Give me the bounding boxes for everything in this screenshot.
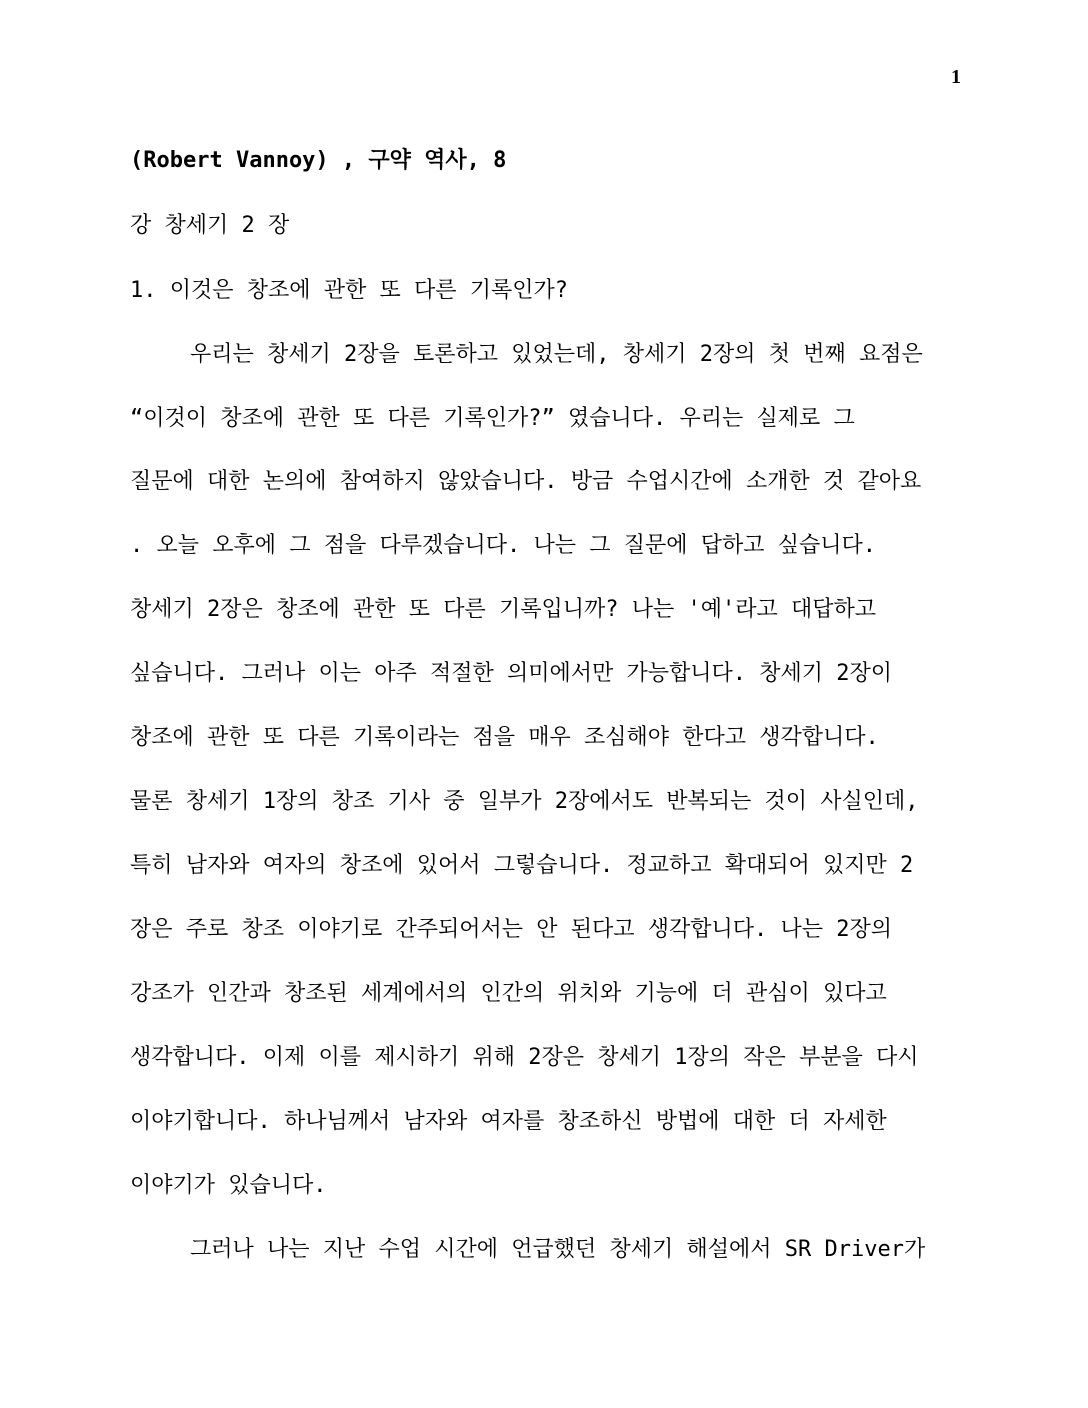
paragraph-line: 물론 창세기 1장의 창조 기사 중 일부가 2장에서도 반복되는 것이 사실인데, (130, 789, 919, 814)
paragraph-line: 특히 남자와 여자의 창조에 있어서 그렇습니다. 정교하고 확대되어 있지만 2 (130, 853, 914, 878)
paragraph-line: 창조에 관한 또 다른 기록이라는 점을 매우 조심해야 한다고 생각합니다. (130, 725, 879, 750)
paragraph-line: 이야기가 있습니다. (130, 1173, 327, 1198)
paragraph-line: 우리는 창세기 2장을 토론하고 있었는데, 창세기 2장의 첫 번째 요점은 (190, 342, 923, 367)
paragraph-line: 강조가 인간과 창조된 세계에서의 인간의 위치와 기능에 더 관심이 있다고 (130, 981, 887, 1006)
paragraph-line: 장은 주로 창조 이야기로 간주되어서는 안 된다고 생각합니다. 나는 2장의 (130, 917, 893, 942)
paragraph-line: 싶습니다. 그러나 이는 아주 적절한 의미에서만 가능합니다. 창세기 2장이 (130, 661, 893, 686)
section-heading: 1. 이것은 창조에 관한 또 다른 기록인가? (130, 278, 568, 303)
paragraph-line: . 오늘 오후에 그 점을 다루겠습니다. 나는 그 질문에 답하고 싶습니다. (130, 533, 876, 558)
paragraph-line: 질문에 대한 논의에 참여하지 않았습니다. 방금 수업시간에 소개한 것 같아요 (130, 469, 922, 494)
paragraph-line: 생각합니다. 이제 이를 제시하기 위해 2장은 창세기 1장의 작은 부분을 다시 (130, 1045, 919, 1070)
page-number: 1 (951, 66, 961, 88)
header-subtitle: 강 창세기 2 장 (130, 213, 290, 238)
paragraph-line: 창세기 2장은 창조에 관한 또 다른 기록입니까? 나는 '예'라고 대답하고 (130, 597, 876, 622)
paragraph-line: 이야기합니다. 하나님께서 남자와 여자를 창조하신 방법에 대한 더 자세한 (130, 1109, 887, 1134)
paragraph-line: 그러나 나는 지난 수업 시간에 언급했던 창세기 해설에서 SR Driver가 (190, 1237, 926, 1262)
paragraph-line: “이것이 창조에 관한 또 다른 기록인가?” 였습니다. 우리는 실제로 그 (130, 406, 855, 431)
header-title: (Robert Vannoy) , 구약 역사, 8 (130, 148, 507, 173)
